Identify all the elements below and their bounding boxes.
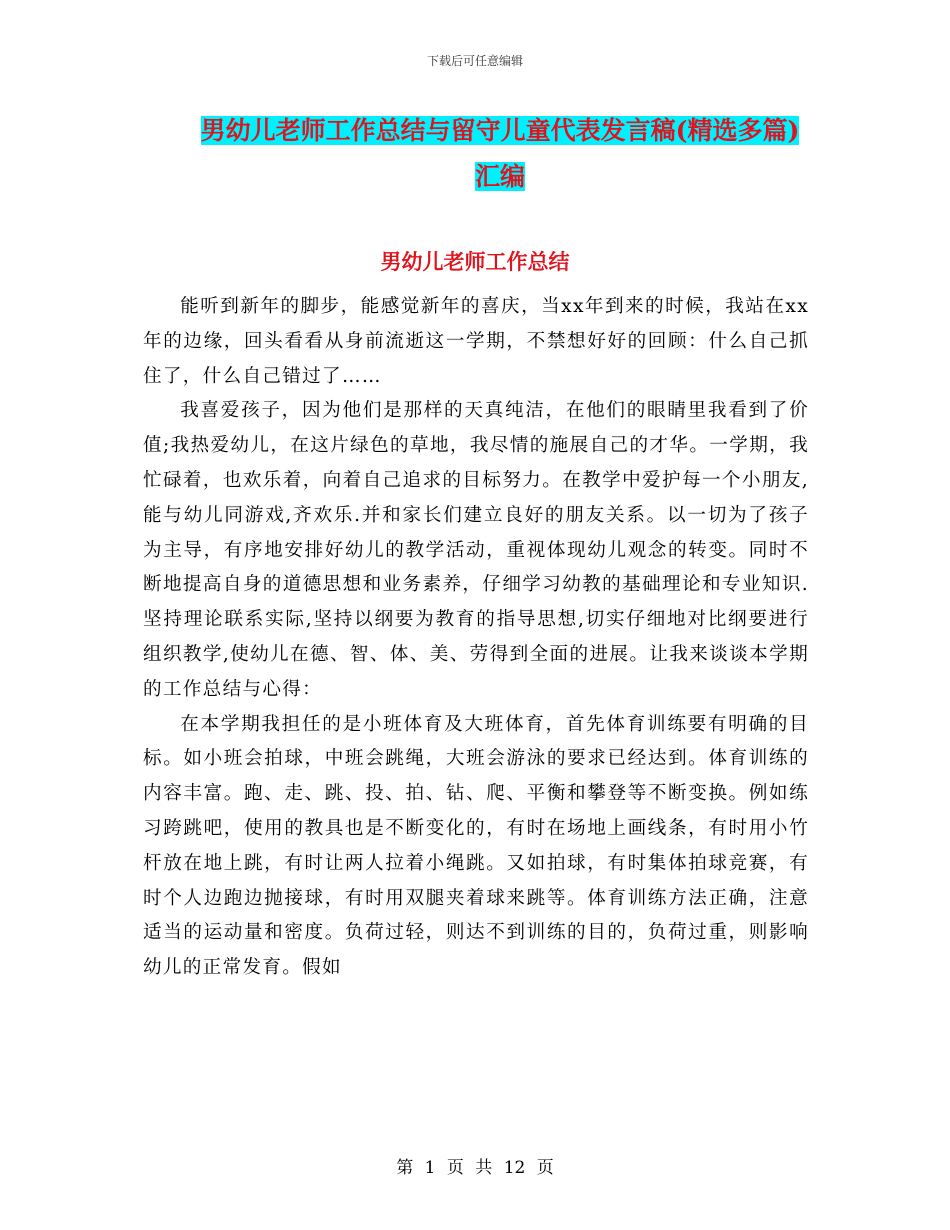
- paragraph-1: 能听到新年的脚步，能感觉新年的喜庆，当xx年到来的时候，我站在xx年的边缘，回头看看从身前流逝这一学期，不禁想好好的回顾：什么自己抓住了，什么自己错过了……: [143, 296, 809, 387]
- paragraph-2: 我喜爱孩子，因为他们是那样的天真纯洁，在他们的眼睛里我看到了价值;我热爱幼儿，在这片绿色的草地，我尽情的施展自己的才华。一学期，我忙碌着，也欢乐着，向着自己追求的目标努力。在教学中爱护每一个小朋友,能与幼儿同游戏,齐欢乐.并和家长们建立良好的朋友关系。以一切为了孩子为主导，有序地安排好幼儿的教学活动，重视体现幼儿观念的转变。同时不断地提高自身的道德思想和业务素养，仔细学习幼教的基础理论和专业知识.坚持理论联系实际,坚持以纲要为教育的指导思想,切实仔细地对比纲要进行组织教学,使幼儿在德、智、体、美、劳得到全面的进展。让我来谈谈本学期的工作总结与心得：: [143, 400, 809, 700]
- document-title-text: 男幼儿老师工作总结与留守儿童代表发言稿(精选多篇)汇编: [200, 116, 800, 191]
- header-note: 下载后可任意编辑: [426, 54, 523, 68]
- section-title: 男幼儿老师工作总结: [380, 249, 570, 274]
- document-body: [143, 290, 809, 986]
- page-footer: 第 1 页 共 12 页: [396, 1158, 554, 1178]
- document-title: [190, 108, 810, 200]
- paragraph-3: 在本学期我担任的是小班体育及大班体育，首先体育训练要有明确的目标。如小班会拍球，中班会跳绳，大班会游泳的要求已经达到。体育训练的内容丰富。跑、走、跳、投、拍、钻、爬、平衡和攀登等不断变换。例如练习跨跳吧，使用的教具也是不断变化的，有时在场地上画线条，有时用小竹杆放在地上跳，有时让两人拉着小绳跳。又如拍球，有时集体拍球竞赛，有时个人边跑边抛接球，有时用双腿夹着球来跳等。体育训练方法正确，注意适当的运动量和密度。负荷过轻，则达不到训练的目的，负荷过重，则影响幼儿的正常发育。假如: [143, 713, 809, 979]
